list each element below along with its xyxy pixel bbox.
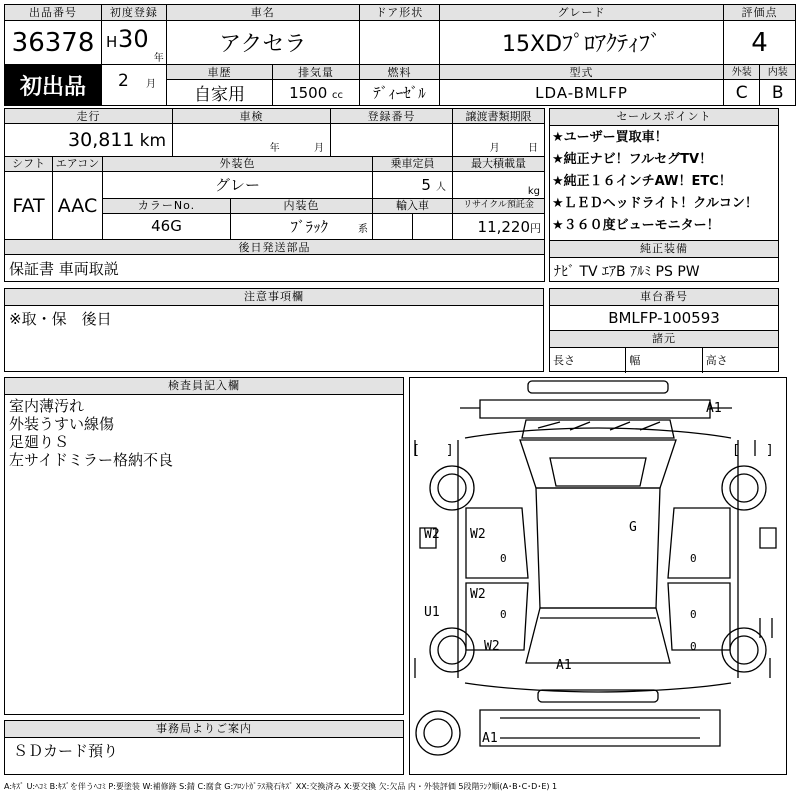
int-color-label: 内装色: [231, 198, 373, 213]
spec-height: 高さ: [705, 354, 728, 367]
zero-1: 0: [500, 552, 507, 565]
mark-w2-door-rear: W2: [470, 587, 486, 602]
inspection-label: 車検: [173, 109, 331, 124]
model-label: 型式: [440, 65, 724, 80]
door-label: ドア形状: [359, 5, 439, 21]
import-label: 輸入車: [373, 198, 453, 213]
history: 自家用: [167, 80, 273, 105]
later-parts: 保証書 車両取説: [5, 255, 545, 282]
mark-w2-rear: W2: [484, 639, 500, 654]
displacement: 1500: [289, 83, 328, 102]
lot-no: 36378: [5, 21, 102, 65]
grade-label: グレード: [440, 5, 724, 21]
ext-label: 外装: [723, 65, 760, 80]
model: LDA-BMLFP: [440, 80, 724, 106]
header-table: [4, 4, 796, 106]
door: [359, 21, 439, 65]
sales-points-box: [549, 108, 779, 241]
displacement-label: 排気量: [273, 65, 359, 79]
caution: ※取・保 後日: [9, 310, 112, 328]
month-unit: 月: [146, 79, 157, 90]
fuel-label: 燃料: [359, 65, 439, 80]
car-name-label: 車名: [166, 5, 359, 21]
transfer-label: 譲渡書類期限: [453, 109, 545, 124]
first-reg-month: 2: [118, 71, 129, 91]
lot-no-label: 出品番号: [5, 5, 102, 21]
recycle-label: リサイクル預託金: [453, 198, 545, 213]
zero-4: 0: [690, 608, 697, 621]
first-reg-year: 30: [118, 25, 149, 53]
caution-title: 注意事項欄: [5, 289, 543, 306]
inspector-notes: 室内薄汚れ 外装うすい線傷 足廻りＳ 左サイドミラー格納不良: [9, 397, 173, 469]
caution-box: [4, 288, 544, 372]
car-diagram: [410, 378, 786, 774]
car-name: アクセラ: [166, 21, 359, 65]
ac: AAC: [53, 172, 103, 240]
chassis-box: [549, 288, 779, 372]
sales-points: ★ユーザー買取車！ ★純正ナビ！フルセグTV！ ★純正１６インチAW！ETC！ ★ＬＥＤヘッドライト！クルコン！ ★３６０度ビューモニター！: [552, 130, 758, 233]
first-reg-month-cell: [102, 65, 167, 106]
car-diagram-box: [409, 377, 787, 775]
recycle: 11,220: [477, 217, 531, 236]
max-load-unit: kg: [453, 172, 545, 198]
insp-month-unit: 月: [314, 142, 325, 154]
capacity: 5: [421, 176, 431, 195]
grade: 15XDﾌﾟﾛｱｸﾃｨﾌﾞ: [440, 21, 724, 65]
first-listing-badge: 初出品: [5, 65, 102, 106]
sales-points-title: セールスポイント: [550, 109, 778, 126]
capacity-label: 乗車定員: [373, 156, 453, 171]
zero-5: 0: [690, 640, 697, 653]
mileage: 30,811: [68, 129, 135, 152]
fuel: ﾃﾞｨｰｾﾞﾙ: [359, 80, 439, 106]
spec-width: 幅: [626, 348, 702, 373]
shift: FAT: [5, 172, 53, 240]
vehicle-info-table: [4, 108, 545, 282]
int-color: ﾌﾞﾗｯｸ: [290, 217, 329, 236]
office-title: 事務局よりご案内: [5, 721, 403, 738]
equipment: ﾅﾋﾞ TV ｴｱB ｱﾙﾐ PS PW: [554, 264, 700, 280]
mileage-unit: km: [139, 131, 167, 152]
inspector-title: 検査員記入欄: [5, 378, 403, 395]
score: 4: [723, 21, 795, 65]
shift-label: シフト: [5, 156, 53, 171]
mark-w2-side-front: W2: [424, 527, 440, 542]
ext-color-label: 外装色: [103, 156, 373, 171]
first-reg-label: 初度登録: [102, 5, 167, 21]
int-label: 内装: [760, 65, 796, 80]
score-label: 評価点: [723, 5, 795, 21]
later-parts-label: 後日発送部品: [5, 240, 545, 255]
insp-year-unit: 年: [269, 142, 280, 154]
zero-2: 0: [500, 608, 507, 621]
bracket-right: [ ]: [732, 443, 774, 458]
max-load-label: 最大積載量: [453, 156, 545, 171]
zero-3: 0: [690, 552, 697, 565]
mark-u1-side: U1: [424, 605, 440, 620]
int-color-unit: 系: [358, 223, 369, 235]
equipment-title: 純正装備: [550, 241, 778, 258]
equipment-box: [549, 240, 779, 282]
legend: A:ｷｽﾞ U:ﾍｺﾐ B:ｷｽﾞを伴うﾍｺﾐ P:要塗装 W:補修跡 S:錆 C:腐食 G:ﾌﾛﾝﾄｶﾞﾗｽ飛石ｷｽﾞ XX:交換済み X:要交換 欠:欠品 内・外装評価 5段階ﾗﾝｸ順(A･B･C･D･E) 1: [4, 782, 558, 791]
import-cell-2: [413, 213, 453, 239]
mark-a1-rear-window: A1: [556, 658, 572, 673]
bracket-left: [ ]: [412, 443, 454, 458]
transfer-day-unit: 日: [528, 142, 539, 154]
color-no: 46G: [103, 213, 231, 239]
year-unit: 年: [153, 53, 164, 64]
transfer-month-unit: 月: [489, 142, 500, 154]
mark-g-glass: G: [629, 520, 637, 535]
first-reg-year-cell: [102, 21, 167, 65]
ext-color: グレー: [103, 172, 373, 198]
chassis-title: 車台番号: [550, 289, 778, 306]
int-score: B: [760, 80, 796, 106]
capacity-unit: 人: [436, 182, 447, 194]
mileage-label: 走行: [5, 109, 173, 124]
mark-a1-bottom: A1: [482, 731, 498, 746]
reg-label: 登録番号: [331, 109, 453, 124]
color-no-label: カラーNo.: [103, 198, 231, 213]
history-label: 車歴: [167, 65, 273, 79]
ac-label: エアコン: [53, 156, 103, 171]
mark-a1-top: A1: [706, 401, 722, 416]
era: H: [106, 33, 118, 51]
office-box: [4, 720, 404, 775]
mark-w2-door-front: W2: [470, 527, 486, 542]
reg-number: [331, 124, 453, 157]
import-cell: [373, 213, 413, 239]
spec-title: 諸元: [550, 331, 778, 348]
ext-score: C: [723, 80, 760, 106]
inspector-box: [4, 377, 404, 715]
displacement-unit: cc: [332, 89, 344, 101]
office-notes: ＳＤカード預り: [13, 742, 119, 760]
recycle-unit: 円: [530, 221, 542, 235]
spec-length: 長さ: [550, 348, 626, 373]
chassis-number: BMLFP-100593: [550, 306, 778, 331]
